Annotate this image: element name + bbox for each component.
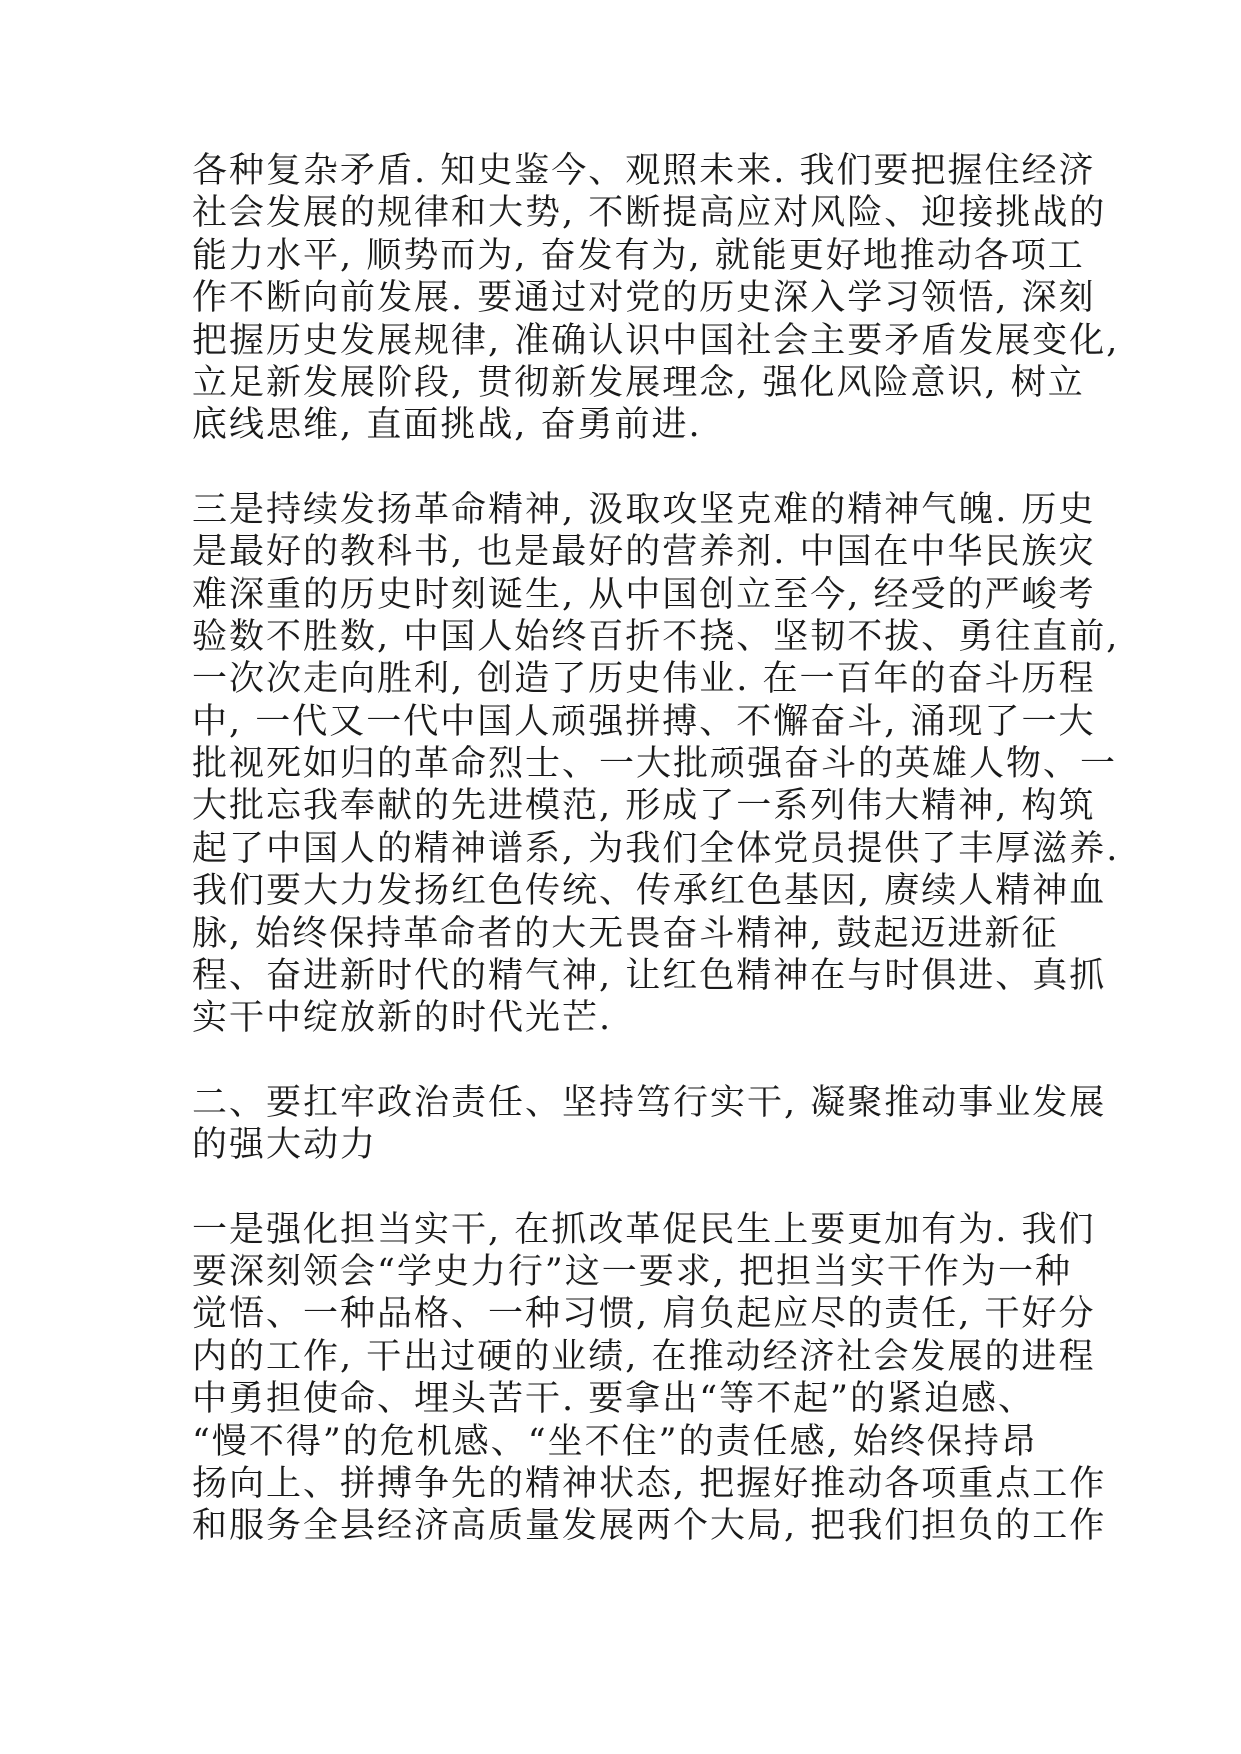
- text-line: 能力水平, 顺势而为, 奋发有为, 就能更好地推动各项工: [192, 235, 1085, 276]
- text-line: 各种复杂矛盾. 知史鉴今、观照未来. 我们要把握住经济: [192, 151, 1096, 191]
- text-line: 的强大动力: [192, 1125, 378, 1166]
- text-line: 一次次走向胜利, 创造了历史伟业. 在一百年的奋斗历程: [192, 659, 1096, 700]
- text-line: 验数不胜数, 中国人始终百折不挠、坚韧不拔、勇往直前,: [192, 616, 1120, 657]
- text-line: 把握历史发展规律, 准确认识中国社会主要矛盾发展变化,: [192, 320, 1120, 361]
- text-line: 起了中国人的精神谱系, 为我们全体党员提供了丰厚滋养.: [192, 828, 1120, 869]
- text-line: 难深重的历史时刻诞生, 从中国创立至今, 经受的严峻考: [192, 574, 1096, 615]
- text-line: 和服务全县经济高质量发展两个大局, 把我们担负的工作: [192, 1506, 1107, 1547]
- text-line: 二、要扛牢政治责任、坚持笃行实干, 凝聚推动事业发展: [192, 1082, 1107, 1123]
- text-line: 中勇担使命、埋头苦干. 要拿出“等不起”的紧迫感、: [192, 1379, 1036, 1420]
- text-line: 批视死如归的革命烈士、一大批顽强奋斗的英雄人物、一: [192, 744, 1118, 785]
- text-line: 立足新发展阶段, 贯彻新发展理念, 强化风险意识, 树立: [192, 362, 1085, 403]
- document-body: [192, 150, 1120, 1548]
- text-line: 程、奋进新时代的精气神, 让红色精神在与时俱进、真抓: [192, 956, 1107, 997]
- text-line: 三是持续发扬革命精神, 汲取攻坚克难的精神气魄. 历史: [192, 489, 1096, 530]
- text-line: “慢不得”的危机感、“坐不住”的责任感, 始终保持昂: [192, 1421, 1038, 1462]
- text-line: 实干中绽放新的时代光芒.: [192, 998, 613, 1039]
- text-line: 底线思维, 直面挑战, 奋勇前进.: [192, 405, 702, 446]
- text-line: 内的工作, 干出过硬的业绩, 在推动经济社会发展的进程: [192, 1336, 1096, 1377]
- text-line: 是最好的教科书, 也是最好的营养剂. 中国在中华民族灾: [192, 532, 1096, 573]
- paragraph: [192, 489, 1120, 1040]
- paragraph: [192, 150, 1120, 447]
- text-line: 觉悟、一种品格、一种习惯, 肩负起应尽的责任, 干好分: [192, 1294, 1096, 1335]
- paragraph: [192, 1209, 1107, 1548]
- text-line: 中, 一代又一代中国人顽强拼搏、不懈奋斗, 涌现了一大: [192, 701, 1096, 742]
- paragraph: [192, 1082, 1107, 1167]
- text-line: 大批忘我奉献的先进模范, 形成了一系列伟大精神, 构筑: [192, 786, 1096, 827]
- text-line: 我们要大力发扬红色传统、传承红色基因, 赓续人精神血: [192, 871, 1107, 912]
- text-line: 一是强化担当实干, 在抓改革促民生上要更加有为. 我们: [192, 1209, 1096, 1250]
- text-line: 脉, 始终保持革命者的大无畏奋斗精神, 鼓起迈进新征: [192, 913, 1059, 954]
- text-line: 扬向上、拼搏争先的精神状态, 把握好推动各项重点工作: [192, 1463, 1107, 1504]
- text-line: 社会发展的规律和大势, 不断提高应对风险、迎接挑战的: [192, 193, 1107, 234]
- text-line: 要深刻领会“学史力行”这一要求, 把担当实干作为一种: [192, 1251, 1073, 1292]
- text-line: 作不断向前发展. 要通过对党的历史深入学习领悟, 深刻: [192, 278, 1096, 319]
